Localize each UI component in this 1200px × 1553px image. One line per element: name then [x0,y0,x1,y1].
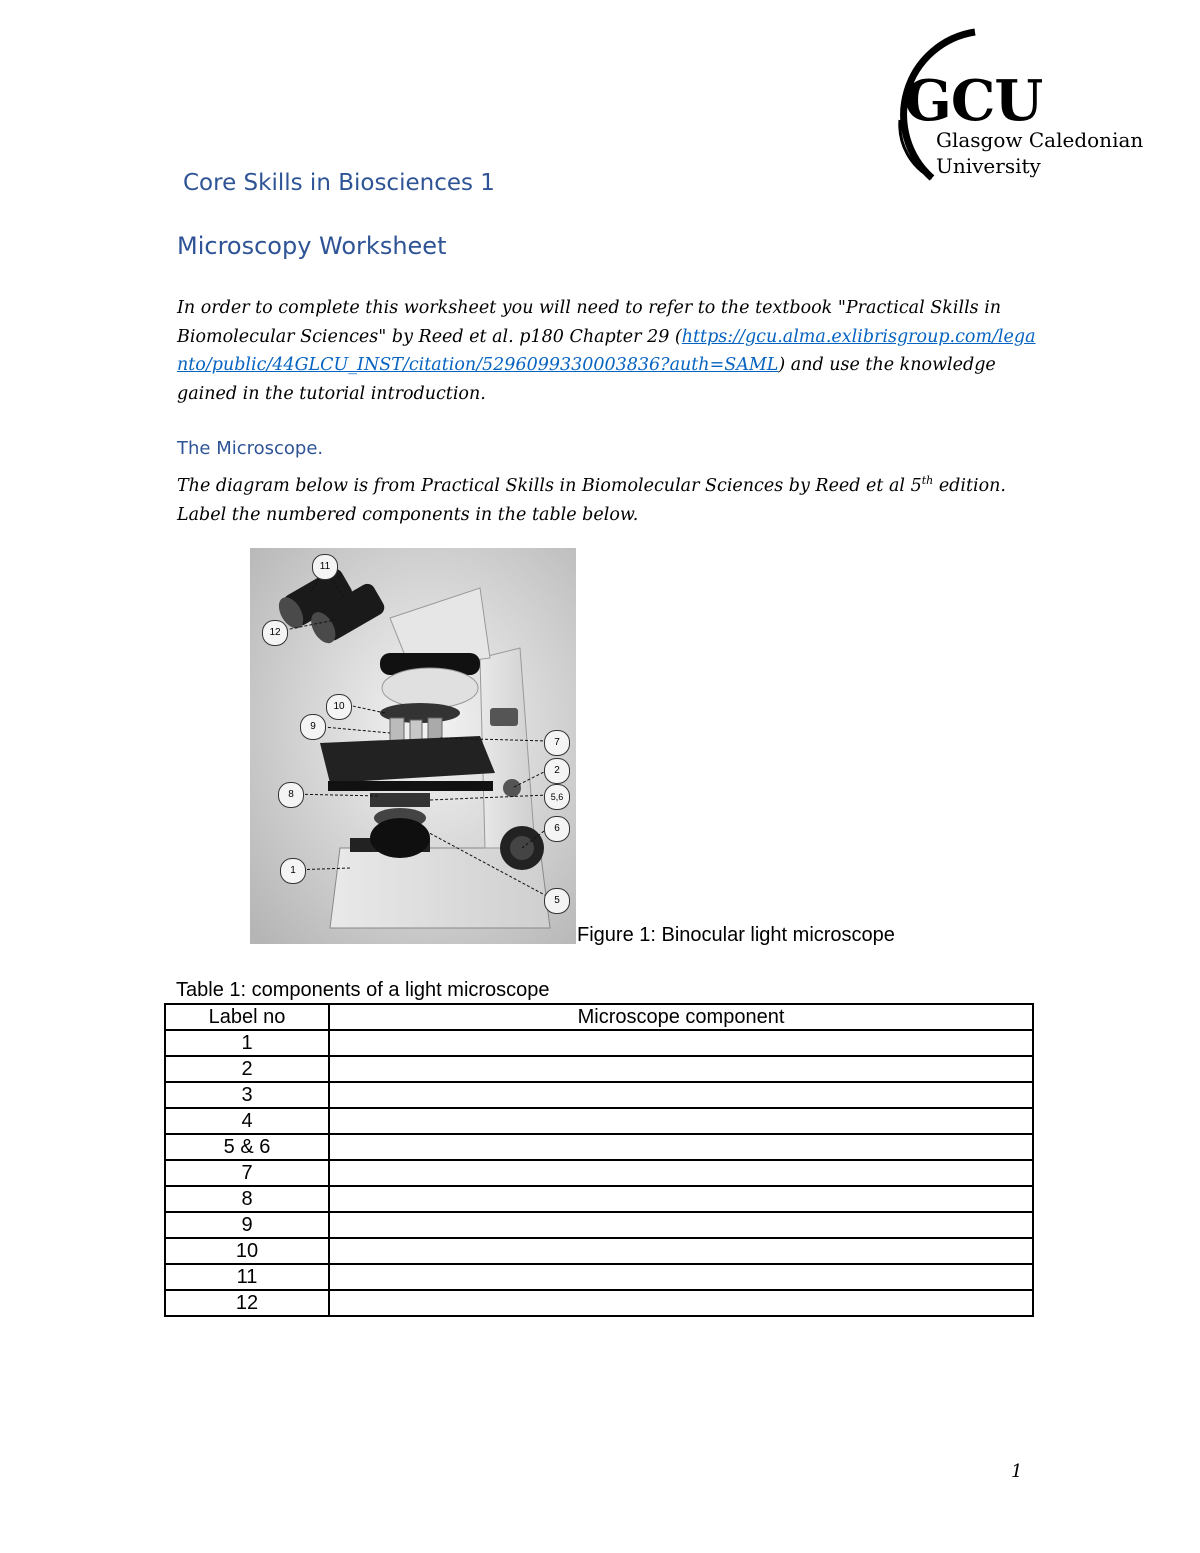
worksheet-title: Microscopy Worksheet [177,232,447,260]
gcu-logo [880,28,1170,188]
course-title: Core Skills in Biosciences 1 [183,170,495,196]
intro-text-before: In order to complete this worksheet you will need to refer to the textbook "Practical Skills in Biomolecular Sciences" by Reed et al. p180 Chapter 29 ( [177,298,1002,347]
component-answer-cell[interactable] [329,1056,1033,1082]
component-answer-cell[interactable] [329,1082,1033,1108]
intro-text-after: ) and use the knowledge gained in the tutorial introduction. [177,355,996,404]
row-label: 10 [165,1238,329,1264]
header-label-no: Label no [165,1004,329,1030]
logo-name-line2: University [936,154,1041,178]
table-row [165,1160,1033,1186]
table-caption: Table 1: components of a light microscope [176,979,550,1001]
callout-5: 5 [544,888,570,914]
section-title: The Microscope. [177,438,324,459]
table-row [165,1030,1033,1056]
section-desc-after: edition. Label the numbered components in the table below. [177,475,1006,525]
row-label: 7 [165,1160,329,1186]
callout-9: 9 [300,714,326,740]
logo-name-line1: Glasgow Caledonian [936,128,1144,152]
table-row [165,1264,1033,1290]
callout-8: 8 [278,782,304,808]
table-row [165,1056,1033,1082]
component-answer-cell[interactable] [329,1264,1033,1290]
component-answer-cell[interactable] [329,1108,1033,1134]
callout-6: 6 [544,816,570,842]
section-desc-before: The diagram below is from Practical Skills in Biomolecular Sciences by Reed et al 5 [177,475,922,496]
component-answer-cell[interactable] [329,1186,1033,1212]
table-header-row [165,1004,1033,1030]
table-row [165,1212,1033,1238]
table-row [165,1238,1033,1264]
row-label: 8 [165,1186,329,1212]
row-label: 1 [165,1030,329,1056]
table-row [165,1108,1033,1134]
microscope-illustration [250,548,576,944]
table-row [165,1082,1033,1108]
row-label: 2 [165,1056,329,1082]
component-answer-cell[interactable] [329,1160,1033,1186]
microscope-figure [250,548,576,944]
table-row [165,1290,1033,1316]
callout-11: 11 [312,554,338,580]
section-desc-sup: th [921,474,934,487]
component-answer-cell[interactable] [329,1134,1033,1160]
component-answer-cell[interactable] [329,1030,1033,1056]
components-table [164,1003,1034,1317]
table-row [165,1134,1033,1160]
row-label: 11 [165,1264,329,1290]
page-number: 1 [1011,1461,1023,1482]
header-microscope-component: Microscope component [329,1004,1033,1030]
row-label: 12 [165,1290,329,1316]
row-label: 9 [165,1212,329,1238]
callout-5-6: 5,6 [544,784,570,810]
component-answer-cell[interactable] [329,1212,1033,1238]
row-label: 5 & 6 [165,1134,329,1160]
component-answer-cell[interactable] [329,1238,1033,1264]
intro-paragraph [177,294,1037,408]
logo-abbrev: GCU [904,68,1043,134]
callout-7: 7 [544,730,570,756]
callout-12: 12 [262,620,288,646]
row-label: 3 [165,1082,329,1108]
component-answer-cell[interactable] [329,1290,1033,1316]
textbook-link[interactable]: https://gcu.alma.exlibrisgroup.com/leganto/public/44GLCU_INST/citation/5296099330003836?auth=SAML [177,326,1036,375]
callout-1: 1 [280,858,306,884]
table-row [165,1186,1033,1212]
row-label: 4 [165,1108,329,1134]
callout-2: 2 [544,758,570,784]
section-description [177,466,1037,530]
callout-10: 10 [326,694,352,720]
figure-caption: Figure 1: Binocular light microscope [577,924,895,946]
